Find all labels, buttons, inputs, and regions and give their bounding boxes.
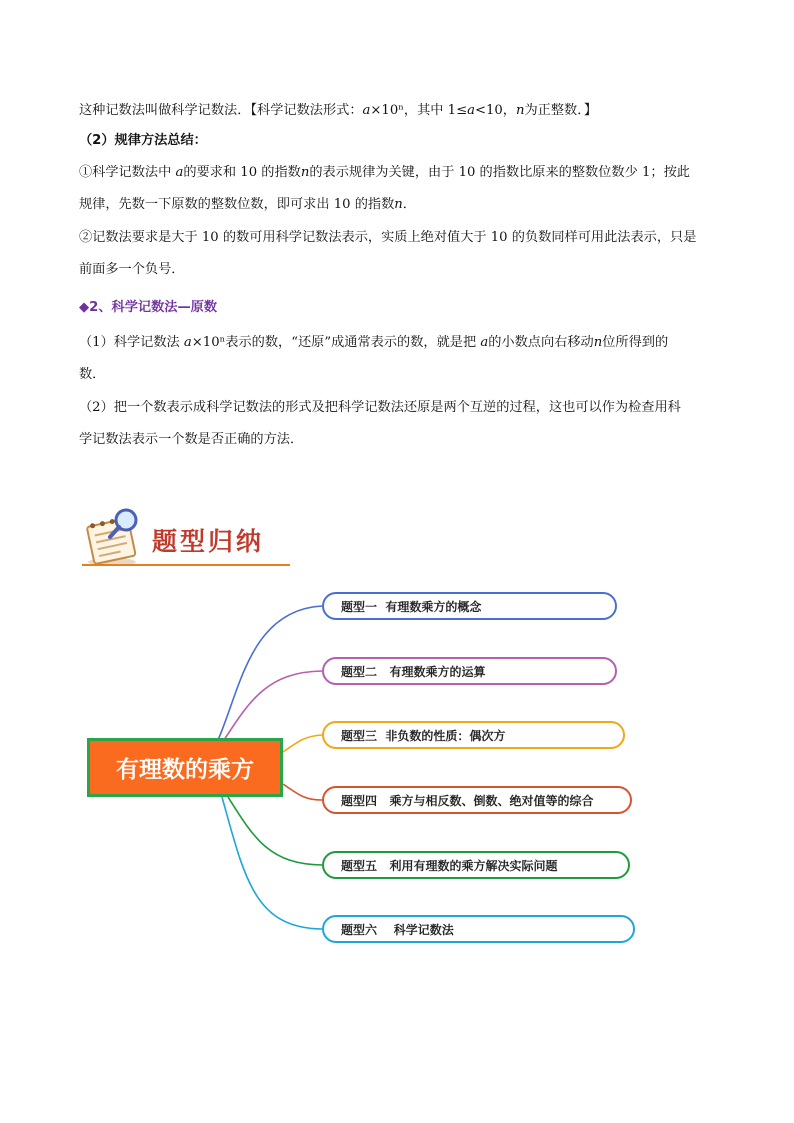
text-line-10: （2）把一个数表示成科学记数法的形式及把科学记数法还原是两个互逆的过程，这也可以作为检查用科 [79, 400, 681, 415]
text-line-3: ①科学记数法中 𝑎的要求和 10 的指数𝑛的表示规律为关键，由于 10 的指数比原来的整数位数少 1；按此 [79, 165, 690, 180]
connector-5 [228, 797, 322, 865]
text-line-9: 数． [79, 367, 106, 382]
connector-2 [224, 671, 322, 740]
category-title: 题型归纳 [152, 527, 265, 556]
text-line-8: （1）科学记数法 𝑎×10ⁿ表示的数，“还原”成通常表示的数，就是把 𝑎的小数点向右移动𝑛位所得到的 [79, 335, 669, 350]
mindmap-branch-2: 题型二 有理数乘方的运算 [322, 657, 617, 685]
connector-6 [222, 797, 322, 929]
text-line-11: 学记数法表示一个数是否正确的方法． [79, 432, 304, 447]
mindmap-branch-4: 题型四 乘方与相反数、倒数、绝对值等的综合 [322, 786, 632, 814]
mindmap-branch-5: 题型五 利用有理数的乘方解决实际问题 [322, 851, 630, 879]
connector-4 [283, 784, 322, 800]
mindmap-branch-1: 题型一 有理数乘方的概念 [322, 592, 617, 620]
section-heading-2: ◆2、科学记数法—原数 [79, 300, 218, 315]
text-line-5: ②记数法要求是大于 10 的数可用科学记数法表示，实质上绝对值大于 10 的负数同样可用此法表示，只是 [79, 230, 697, 245]
mindmap-branch-6: 题型六 科学记数法 [322, 915, 635, 943]
text-line-2: （2）规律方法总结： [79, 133, 207, 148]
text-line-1: 这种记数法叫做科学记数法．【科学记数法形式：𝑎×10ⁿ，其中 1≤𝑎<10，𝑛为正整数．】 [79, 103, 598, 118]
mindmap-branch-3: 题型三 非负数的性质：偶次方 [322, 721, 625, 749]
text-line-4: 规律，先数一下原数的整数位数，即可求出 10 的指数𝑛． [79, 197, 416, 212]
connector-3 [283, 735, 322, 752]
text-line-6: 前面多一个负号． [79, 262, 185, 277]
mindmap-root: 有理数的乘方 [87, 738, 283, 797]
